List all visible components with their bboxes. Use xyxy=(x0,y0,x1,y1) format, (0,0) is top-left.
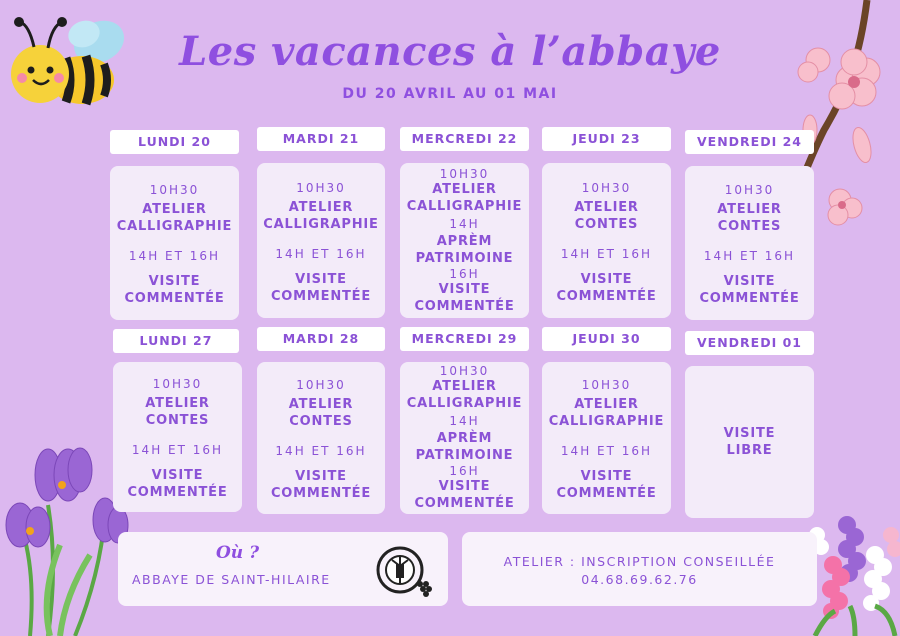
activity-label: VISITE COMMENTÉE xyxy=(414,281,515,314)
slot-time: 16H xyxy=(449,266,480,281)
abbey-logo xyxy=(368,540,443,602)
slot-time: 14H ET 16H xyxy=(703,249,796,263)
slot-time: 10H30 xyxy=(439,364,490,378)
schedule-card-mercredi-29 xyxy=(400,362,529,514)
inscription-panel xyxy=(462,532,817,606)
activity-label: VISITE COMMENTÉE xyxy=(556,469,657,501)
schedule-card-lundi-27 xyxy=(113,362,242,512)
day-label-mardi-21: MARDI 21 xyxy=(257,127,385,151)
activity-label: VISITE COMMENTÉE xyxy=(414,479,515,511)
activity-label: ATELIER CALLIGRAPHIE xyxy=(548,397,665,429)
activity-label: ATELIER CONTES xyxy=(574,199,639,232)
schedule-card-vendredi-01 xyxy=(685,366,814,518)
slot-time: 14H xyxy=(449,216,480,231)
day-label-mercredi-22: MERCREDI 22 xyxy=(400,127,529,151)
slot-time: 16H xyxy=(449,464,480,478)
inscription-note: ATELIER : INSCRIPTION CONSEILLÉE xyxy=(503,554,776,569)
place-name: ABBAYE DE SAINT-HILAIRE xyxy=(132,572,331,587)
date-range-subtitle: DU 20 AVRIL AU 01 MAI xyxy=(342,86,558,102)
hyacinth-illustration xyxy=(805,505,900,636)
activity-label: ATELIER CALLIGRAPHIE xyxy=(406,181,523,214)
schedule-card-mardi-28 xyxy=(257,362,385,514)
slot-time: 14H ET 16H xyxy=(560,246,653,261)
activity-label: VISITE COMMENTÉE xyxy=(127,468,228,500)
activity-label: APRÈM PATRIMOINE xyxy=(415,431,514,463)
activity-label: ATELIER CALLIGRAPHIE xyxy=(116,202,233,234)
slot-time: 14H ET 16H xyxy=(131,443,224,457)
schedule-card-vendredi-24 xyxy=(685,166,814,320)
activity-label: ATELIER CALLIGRAPHIE xyxy=(406,379,523,411)
activity-label: VISITE COMMENTÉE xyxy=(270,469,372,501)
slot-time: 10H30 xyxy=(581,378,632,392)
activity-label: VISITE COMMENTÉE xyxy=(124,274,225,306)
activity-label: VISITE COMMENTÉE xyxy=(556,271,657,304)
slot-time: 14H xyxy=(449,414,480,428)
schedule-card-jeudi-23 xyxy=(542,163,671,318)
day-label-jeudi-23: JEUDI 23 xyxy=(542,127,671,151)
activity-label: ATELIER CONTES xyxy=(145,396,210,428)
slot-time: 14H ET 16H xyxy=(275,444,367,458)
activity-label: APRÈM PATRIMOINE xyxy=(415,233,514,266)
day-label-vendredi-01: VENDREDI 01 xyxy=(685,331,814,355)
slot-time: 10H30 xyxy=(296,378,346,392)
activity-label: ATELIER CONTES xyxy=(717,202,782,234)
schedule-card-mardi-21 xyxy=(257,163,385,318)
activity-label: ATELIER CALLIGRAPHIE xyxy=(263,199,379,232)
day-label-mardi-28: MARDI 28 xyxy=(257,327,385,351)
page-title: Les vacances à l’abbaye xyxy=(179,28,721,75)
day-label-lundi-27: LUNDI 27 xyxy=(113,329,239,353)
slot-time: 10H30 xyxy=(152,377,203,391)
where-label: Où ? xyxy=(216,543,260,563)
schedule-card-mercredi-22 xyxy=(400,163,529,318)
slot-time: 14H ET 16H xyxy=(275,246,367,261)
day-label-lundi-20: LUNDI 20 xyxy=(110,130,239,154)
schedule-card-lundi-20 xyxy=(110,166,239,320)
slot-time: 10H30 xyxy=(581,180,632,195)
slot-time: 10H30 xyxy=(149,183,200,197)
slot-time: 10H30 xyxy=(724,183,775,197)
slot-time: 14H ET 16H xyxy=(128,249,221,263)
location-panel xyxy=(118,532,448,606)
activity-label: VISITE COMMENTÉE xyxy=(699,274,800,306)
slot-time: 10H30 xyxy=(296,180,346,195)
day-label-mercredi-29: MERCREDI 29 xyxy=(400,327,529,351)
day-label-vendredi-24: VENDREDI 24 xyxy=(685,130,814,154)
phone-number[interactable]: 04.68.69.62.76 xyxy=(581,572,698,587)
slot-time: 14H ET 16H xyxy=(560,444,653,458)
activity-label: ATELIER CONTES xyxy=(288,397,354,429)
activity-label: VISITE COMMENTÉE xyxy=(270,271,372,304)
activity-label: VISITE LIBRE xyxy=(723,426,776,458)
schedule-card-jeudi-30 xyxy=(542,362,671,514)
slot-time: 10H30 xyxy=(439,166,490,181)
day-label-jeudi-30: JEUDI 30 xyxy=(542,327,671,351)
